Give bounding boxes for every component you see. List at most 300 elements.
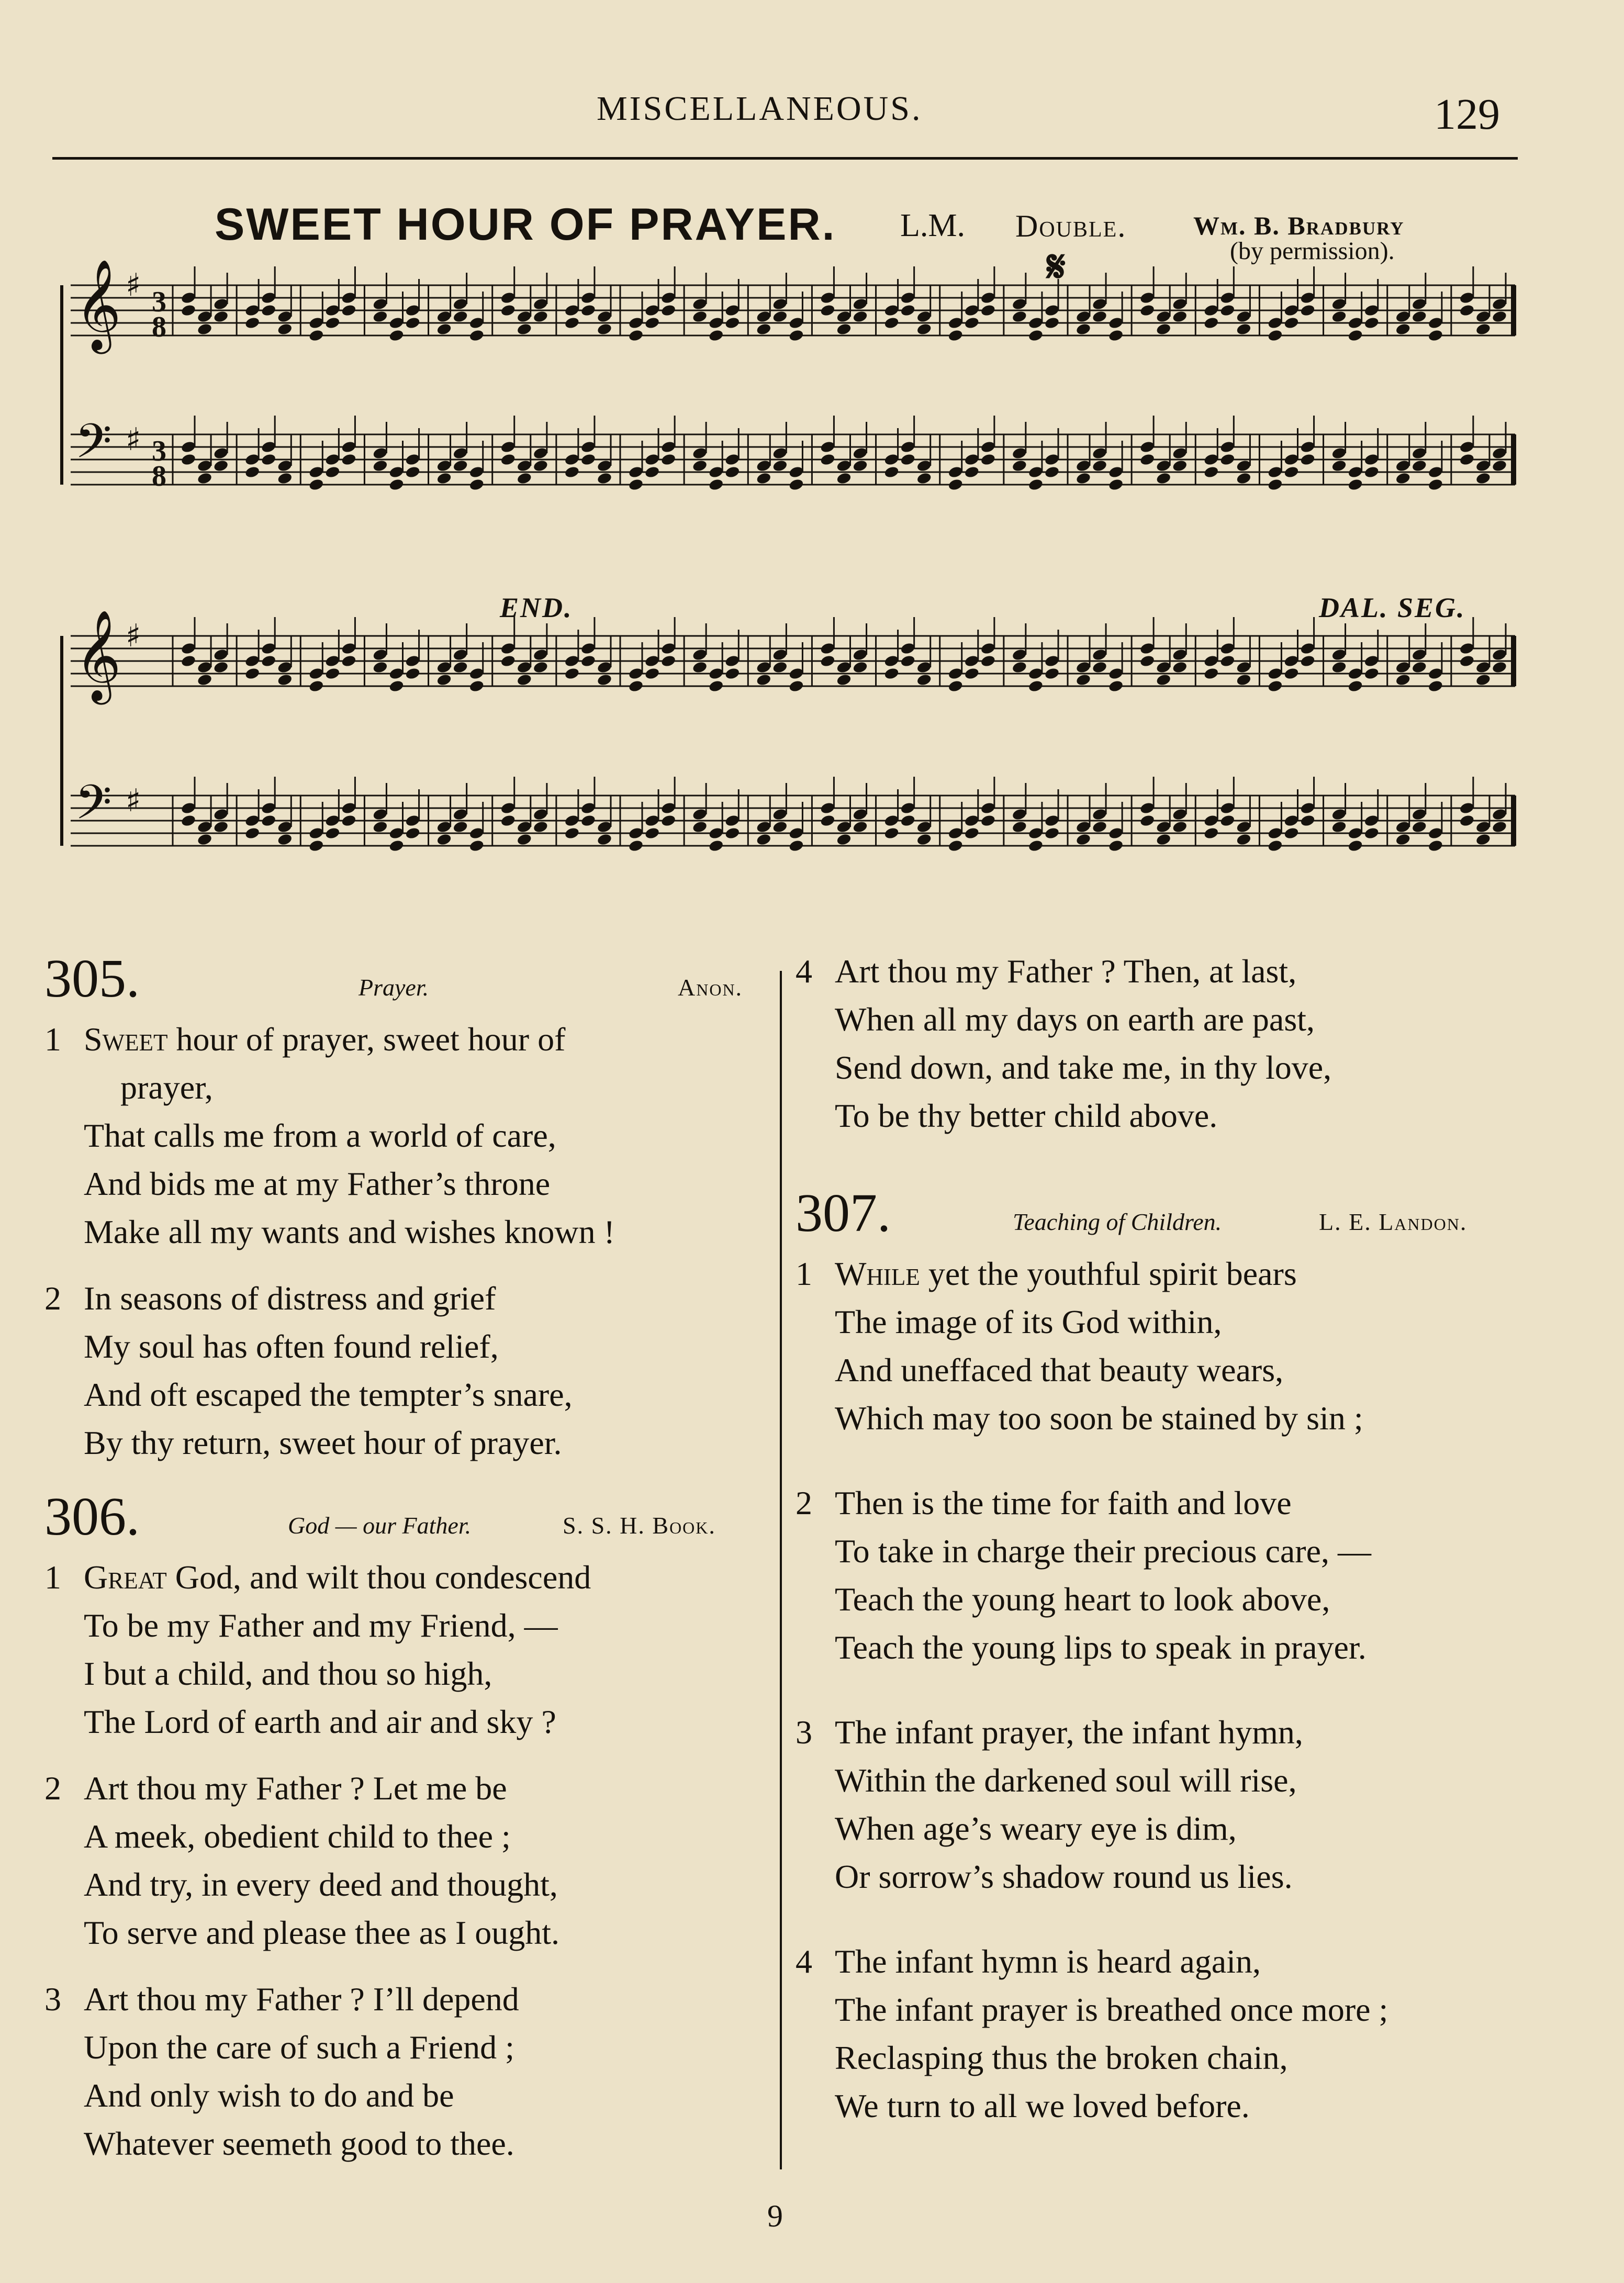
verse-line: The image of its God within,	[835, 1303, 1222, 1340]
verse-line: And uneffaced that beauty wears,	[835, 1351, 1284, 1389]
note-head	[692, 661, 708, 674]
note-head	[724, 316, 741, 330]
time-signature: 3	[152, 435, 166, 467]
note-head	[1492, 310, 1508, 323]
note-head	[533, 820, 549, 834]
hymn-305-stanza-1	[44, 1015, 777, 1256]
verse-line: The Lord of earth and air and sky ?	[84, 1703, 556, 1740]
verse-line: And oft escaped the tempter’s snare,	[84, 1376, 573, 1413]
note-head	[644, 465, 660, 479]
bass-clef-icon: 𝄢	[75, 775, 112, 842]
note-head	[756, 673, 772, 687]
note-head	[1428, 478, 1444, 491]
note-head	[597, 322, 613, 336]
note-head	[580, 654, 597, 668]
note-head	[1108, 478, 1124, 491]
note-head	[181, 304, 197, 317]
note-head	[564, 826, 580, 840]
note-head	[708, 478, 724, 491]
note-head	[388, 478, 405, 491]
note-head	[516, 322, 532, 336]
note-head	[1331, 459, 1347, 473]
note-head	[628, 478, 644, 491]
stanza-number: 2	[796, 1484, 812, 1521]
note-head	[1156, 472, 1172, 485]
note-head	[1459, 304, 1475, 317]
sharp-icon: ♯	[126, 782, 141, 819]
note-head	[1428, 839, 1444, 853]
note-head	[964, 667, 980, 680]
note-head	[436, 833, 452, 846]
stanza-first-word: Great	[84, 1559, 167, 1596]
verse-line: Reclasping thus the broken chain,	[835, 2039, 1288, 2076]
verse-line: Art thou my Father ? I’ll depend	[84, 1980, 519, 2018]
note-head	[1428, 329, 1444, 342]
verse-line: And bids me at my Father’s throne	[84, 1165, 551, 1202]
verse-line: The infant prayer, the infant hymn,	[835, 1714, 1303, 1751]
note-head	[1347, 329, 1363, 342]
sharp-icon: ♯	[126, 267, 141, 304]
note-head	[341, 453, 357, 466]
treble-clef-icon: 𝄞	[75, 610, 121, 701]
note-head	[883, 667, 900, 680]
stanza-number: 1	[796, 1255, 812, 1292]
note-head	[980, 814, 996, 827]
note-head	[597, 673, 613, 687]
final-barline	[1511, 796, 1516, 846]
note-head	[1044, 667, 1060, 680]
hymn-number: 306.	[44, 1486, 140, 1547]
note-head	[261, 453, 277, 466]
note-head	[181, 453, 197, 466]
verse-line: hour of prayer, sweet hour of	[167, 1021, 566, 1058]
note-head	[1108, 329, 1124, 342]
note-head	[1044, 826, 1060, 840]
note-head	[533, 310, 549, 323]
note-head	[1076, 833, 1092, 846]
note-head	[436, 673, 452, 687]
note-head	[1044, 316, 1060, 330]
verse-line: In seasons of distress and grief	[84, 1280, 496, 1317]
note-head	[1347, 478, 1363, 491]
note-head	[660, 814, 677, 827]
note-head	[772, 459, 788, 473]
note-head	[261, 304, 277, 317]
note-head	[1028, 839, 1044, 853]
note-head	[1300, 654, 1316, 668]
note-head	[452, 820, 468, 834]
note-head	[724, 667, 741, 680]
note-head	[644, 667, 660, 680]
note-head	[597, 472, 613, 485]
hymn-subject: Prayer.	[359, 974, 429, 1001]
note-head	[660, 453, 677, 466]
column-left	[44, 947, 777, 2186]
note-head	[1156, 833, 1172, 846]
stanza-number: 2	[44, 1770, 61, 1807]
note-head	[308, 329, 324, 342]
hymn-number: 305.	[44, 948, 140, 1009]
note-head	[213, 820, 229, 834]
sharp-icon: ♯	[126, 421, 141, 458]
note-head	[197, 472, 213, 485]
note-head	[1331, 310, 1347, 323]
note-head	[644, 826, 660, 840]
hymn-307-stanza-2	[796, 1479, 1528, 1672]
note-head	[308, 478, 324, 491]
note-head	[883, 465, 900, 479]
tune-double: Double.	[1015, 209, 1127, 243]
note-head	[628, 329, 644, 342]
verse-line: Then is the time for faith and love	[835, 1484, 1292, 1521]
note-head	[580, 304, 597, 317]
hymn-306-stanza-1	[44, 1553, 777, 1746]
note-head	[1363, 316, 1380, 330]
note-head	[468, 679, 485, 693]
note-head	[1012, 661, 1028, 674]
note-head	[388, 329, 405, 342]
note-head	[964, 316, 980, 330]
note-head	[405, 826, 421, 840]
note-head	[900, 654, 916, 668]
note-head	[1475, 833, 1492, 846]
note-head	[1139, 654, 1156, 668]
note-head	[1492, 820, 1508, 834]
note-head	[708, 839, 724, 853]
verse-line: Within the darkened soul will rise,	[835, 1762, 1297, 1799]
verse-line: Which may too soon be stained by sin ;	[835, 1400, 1363, 1437]
note-head	[964, 826, 980, 840]
note-head	[1203, 667, 1219, 680]
note-head	[244, 826, 261, 840]
note-head	[436, 322, 452, 336]
note-head	[1300, 304, 1316, 317]
hymn-306-stanza-4	[796, 947, 1528, 1140]
hymn-subject: Teaching of Children.	[1013, 1208, 1222, 1235]
verse-line: Teach the young lips to speak in prayer.	[835, 1629, 1367, 1666]
note-head	[1300, 814, 1316, 827]
note-head	[1459, 453, 1475, 466]
note-head	[1395, 673, 1411, 687]
note-head	[1172, 310, 1188, 323]
note-head	[820, 814, 836, 827]
note-head	[836, 673, 852, 687]
note-head	[1108, 839, 1124, 853]
note-head	[516, 673, 532, 687]
note-head	[580, 814, 597, 827]
note-head	[372, 310, 388, 323]
verse-line: Art thou my Father ? Let me be	[84, 1770, 507, 1807]
note-head	[1283, 465, 1300, 479]
note-head	[1012, 820, 1028, 834]
hymn-306-heading	[44, 1485, 777, 1553]
note-head	[1236, 673, 1252, 687]
hymn-306-stanza-2	[44, 1764, 777, 1957]
note-head	[836, 322, 852, 336]
note-head	[261, 814, 277, 827]
note-head	[197, 322, 213, 336]
tune-title: SWEET HOUR OF PRAYER.	[215, 199, 836, 250]
note-head	[788, 839, 804, 853]
note-head	[1283, 667, 1300, 680]
note-head	[1156, 673, 1172, 687]
note-head	[1395, 472, 1411, 485]
verse-line: And try, in every deed and thought,	[84, 1866, 558, 1903]
note-head	[405, 316, 421, 330]
note-head	[181, 654, 197, 668]
note-head	[1395, 833, 1411, 846]
note-head	[1219, 453, 1236, 466]
note-head	[692, 459, 708, 473]
note-head	[1139, 814, 1156, 827]
note-head	[980, 654, 996, 668]
verse-line: To be my Father and my Friend, —	[84, 1607, 558, 1644]
note-head	[500, 304, 516, 317]
note-head	[644, 316, 660, 330]
note-head	[628, 679, 644, 693]
note-head	[261, 654, 277, 668]
note-head	[900, 453, 916, 466]
note-head	[452, 661, 468, 674]
note-head	[1475, 673, 1492, 687]
verse-line: Teach the young heart to look above,	[835, 1581, 1330, 1618]
stanza-number: 3	[44, 1980, 61, 2018]
final-barline	[1511, 285, 1516, 335]
note-head	[1203, 316, 1219, 330]
note-head	[341, 654, 357, 668]
note-head	[820, 654, 836, 668]
note-head	[692, 820, 708, 834]
note-head	[772, 310, 788, 323]
note-head	[324, 316, 341, 330]
verse-line: yet the youthful spirit bears	[920, 1255, 1297, 1292]
note-head	[580, 453, 597, 466]
note-head	[244, 465, 261, 479]
tune-meter: L.M.	[900, 208, 965, 243]
note-head	[324, 667, 341, 680]
note-head	[947, 839, 964, 853]
note-head	[756, 833, 772, 846]
note-head	[372, 459, 388, 473]
note-head	[564, 465, 580, 479]
note-head	[1076, 322, 1092, 336]
note-head	[324, 465, 341, 479]
note-head	[836, 472, 852, 485]
note-head	[1092, 459, 1108, 473]
note-head	[1092, 661, 1108, 674]
note-head	[452, 310, 468, 323]
note-head	[836, 833, 852, 846]
note-head	[500, 654, 516, 668]
note-head	[724, 465, 741, 479]
note-head	[1236, 833, 1252, 846]
stanza-number: 4	[796, 953, 812, 990]
note-head	[1411, 310, 1427, 323]
note-head	[692, 310, 708, 323]
note-head	[197, 833, 213, 846]
note-head	[1363, 465, 1380, 479]
note-head	[1172, 661, 1188, 674]
dal-segno-mark: DAL. SEG.	[1319, 592, 1466, 623]
note-head	[533, 661, 549, 674]
verse-line: Whatever seemeth good to thee.	[84, 2125, 514, 2162]
note-head	[916, 322, 932, 336]
note-head	[213, 310, 229, 323]
note-head	[820, 304, 836, 317]
note-head	[852, 661, 868, 674]
note-head	[341, 814, 357, 827]
note-head	[883, 316, 900, 330]
note-head	[756, 322, 772, 336]
verse-line: To be thy better child above.	[835, 1097, 1218, 1134]
note-head	[308, 679, 324, 693]
note-head	[980, 304, 996, 317]
note-head	[213, 459, 229, 473]
note-head	[947, 329, 964, 342]
verse-line: When all my days on earth are past,	[835, 1001, 1315, 1038]
verse-line: The infant prayer is breathed once more ;	[835, 1991, 1388, 2028]
note-head	[852, 459, 868, 473]
note-head	[1092, 820, 1108, 834]
verse-line: Make all my wants and wishes known !	[84, 1213, 615, 1250]
note-head	[947, 679, 964, 693]
verse-line: To take in charge their precious care, —	[835, 1532, 1371, 1570]
note-head	[1283, 826, 1300, 840]
note-head	[1219, 304, 1236, 317]
note-head	[916, 472, 932, 485]
hymn-307-stanza-4	[796, 1938, 1528, 2130]
treble-clef-icon: 𝄞	[75, 259, 121, 350]
note-head	[1267, 329, 1283, 342]
hymn-305-heading	[44, 947, 777, 1015]
hymn-author: Anon.	[678, 974, 743, 1001]
note-head	[1139, 304, 1156, 317]
note-head	[820, 453, 836, 466]
note-head	[1028, 329, 1044, 342]
note-head	[500, 453, 516, 466]
note-head	[1347, 679, 1363, 693]
tune-composer: Wm. B. Bradbury	[1193, 211, 1405, 240]
verse-line: Send down, and take me, in thy love,	[835, 1049, 1332, 1086]
note-head	[405, 465, 421, 479]
time-signature: 3	[152, 286, 166, 318]
note-head	[1203, 465, 1219, 479]
note-head	[1475, 322, 1492, 336]
note-head	[852, 820, 868, 834]
hymn-307-stanza-1	[796, 1250, 1528, 1442]
note-head	[964, 465, 980, 479]
note-head	[883, 826, 900, 840]
note-head	[516, 833, 532, 846]
stanza-first-word: Sweet	[84, 1021, 168, 1058]
hymn-305-stanza-2	[44, 1274, 777, 1467]
note-head	[772, 820, 788, 834]
note-head	[213, 661, 229, 674]
note-head	[597, 833, 613, 846]
note-head	[788, 478, 804, 491]
note-head	[1139, 453, 1156, 466]
note-head	[468, 839, 485, 853]
stanza-number: 2	[44, 1280, 61, 1317]
hymn-306-stanza-3	[44, 1975, 777, 2168]
note-head	[1363, 667, 1380, 680]
note-head	[947, 478, 964, 491]
note-head	[1108, 679, 1124, 693]
note-head	[1267, 478, 1283, 491]
hymn-307-heading	[796, 1182, 1528, 1250]
verse-line: Upon the care of such a Friend ;	[84, 2029, 514, 2066]
note-head	[1012, 310, 1028, 323]
note-head	[564, 667, 580, 680]
note-head	[708, 679, 724, 693]
sharp-icon: ♯	[126, 618, 141, 654]
note-head	[324, 826, 341, 840]
note-head	[1044, 465, 1060, 479]
note-head	[1203, 826, 1219, 840]
stanza-number: 1	[44, 1559, 61, 1596]
note-head	[244, 316, 261, 330]
note-head	[852, 310, 868, 323]
note-head	[1428, 679, 1444, 693]
verse-line: And only wish to do and be	[84, 2077, 454, 2114]
column-right	[796, 947, 1528, 2148]
verse-line: Or sorrow’s shadow round us lies.	[835, 1858, 1293, 1895]
note-head	[277, 472, 293, 485]
note-head	[1475, 472, 1492, 485]
stanza-first-word: While	[835, 1255, 920, 1292]
time-signature: 8	[152, 460, 166, 493]
note-head	[1156, 322, 1172, 336]
note-head	[980, 453, 996, 466]
note-head	[1236, 322, 1252, 336]
note-head	[1492, 459, 1508, 473]
signature-mark: 9	[767, 2199, 783, 2233]
note-head	[468, 478, 485, 491]
note-head	[1331, 661, 1347, 674]
note-head	[388, 679, 405, 693]
verse-line: The infant hymn is heard again,	[835, 1943, 1261, 1980]
note-head	[788, 679, 804, 693]
note-head	[1028, 679, 1044, 693]
verse-line: When age’s weary eye is dim,	[835, 1810, 1237, 1847]
note-head	[1395, 322, 1411, 336]
note-head	[916, 833, 932, 846]
note-head	[1267, 679, 1283, 693]
hymn-author: S. S. H. Book.	[563, 1512, 716, 1539]
note-head	[244, 667, 261, 680]
note-head	[1076, 673, 1092, 687]
note-head	[1012, 459, 1028, 473]
verse-line: That calls me from a world of care,	[84, 1117, 556, 1154]
note-head	[500, 814, 516, 827]
time-signature: 8	[152, 311, 166, 343]
note-head	[516, 472, 532, 485]
note-head	[468, 329, 485, 342]
verse-line: By thy return, sweet hour of prayer.	[84, 1424, 562, 1461]
verse-line: God, and wilt thou condescend	[166, 1559, 591, 1596]
note-head	[436, 472, 452, 485]
note-head	[1459, 654, 1475, 668]
note-head	[372, 820, 388, 834]
note-head	[708, 329, 724, 342]
note-head	[1172, 820, 1188, 834]
note-head	[181, 814, 197, 827]
hymn-author: L. E. Landon.	[1319, 1208, 1468, 1235]
note-head	[1347, 839, 1363, 853]
hymn-number: 307.	[796, 1183, 891, 1243]
note-head	[341, 304, 357, 317]
note-head	[1219, 814, 1236, 827]
